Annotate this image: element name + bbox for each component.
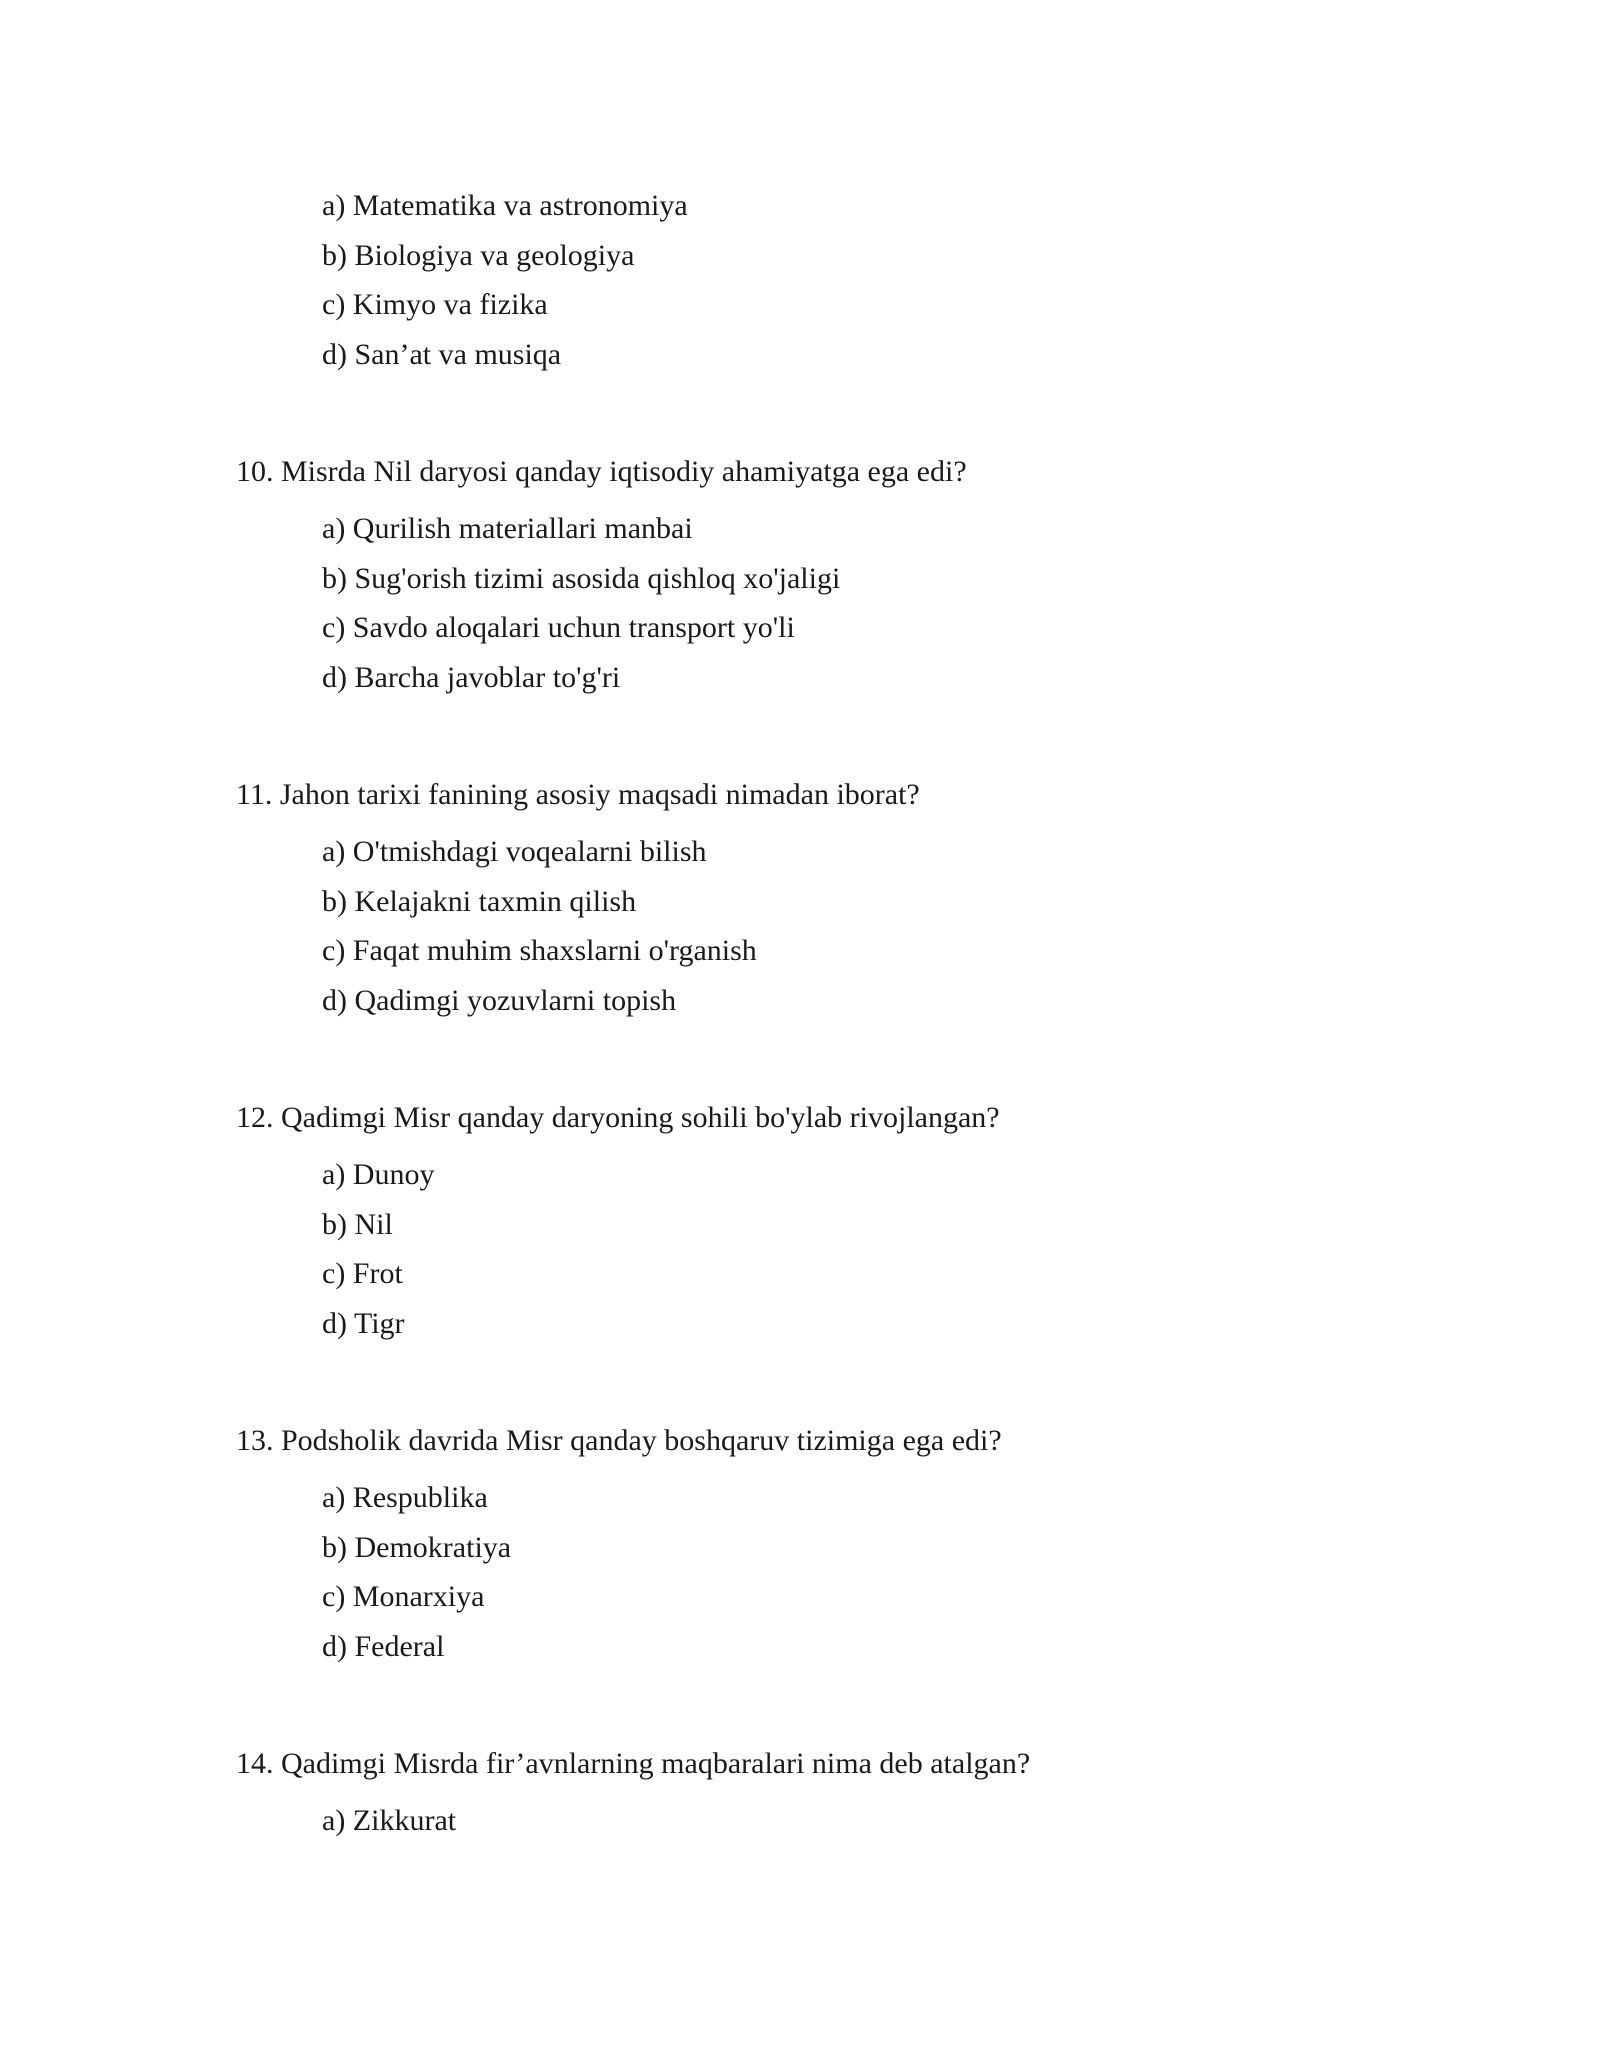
option-a: a) Dunoy — [322, 1158, 435, 1191]
option-c: c) Faqat muhim shaxslarni o'rganish — [322, 934, 757, 967]
option-d: d) Federal — [322, 1630, 445, 1663]
option-d: d) San’at va musiqa — [322, 338, 562, 371]
option-b: b) Biologiya va geologiya — [322, 239, 635, 272]
option-a: a) Respublika — [322, 1481, 488, 1514]
option-a: a) Qurilish materiallari manbai — [322, 512, 693, 545]
option-d: d) Qadimgi yozuvlarni topish — [322, 984, 677, 1017]
question-text: 13. Podsholik davrida Misr qanday boshqaruv tizimiga ega edi? — [236, 1424, 1002, 1457]
question-text: 11. Jahon tarixi fanining asosiy maqsadi nimadan iborat? — [236, 778, 920, 811]
option-d: d) Barcha javoblar to'g'ri — [322, 661, 621, 694]
option-a: a) O'tmishdagi voqealarni bilish — [322, 835, 707, 868]
option-b: b) Demokratiya — [322, 1531, 512, 1564]
question-text: 14. Qadimgi Misrda fir’avnlarning maqbaralari nima deb atalgan? — [236, 1747, 1031, 1780]
option-c: c) Savdo aloqalari uchun transport yo'li — [322, 611, 795, 644]
option-b: b) Sug'orish tizimi asosida qishloq xo'jaligi — [322, 562, 841, 595]
option-b: b) Nil — [322, 1208, 393, 1241]
option-c: c) Frot — [322, 1257, 403, 1290]
option-c: c) Kimyo va fizika — [322, 288, 548, 321]
option-a: a) Matematika va astronomiya — [322, 189, 688, 222]
question-text: 12. Qadimgi Misr qanday daryoning sohili bo'ylab rivojlangan? — [236, 1101, 1000, 1134]
option-c: c) Monarxiya — [322, 1580, 485, 1613]
option-a: a) Zikkurat — [322, 1804, 457, 1837]
option-b: b) Kelajakni taxmin qilish — [322, 885, 637, 918]
question-text: 10. Misrda Nil daryosi qanday iqtisodiy ahamiyatga ega edi? — [236, 455, 967, 488]
option-d: d) Tigr — [322, 1307, 405, 1340]
